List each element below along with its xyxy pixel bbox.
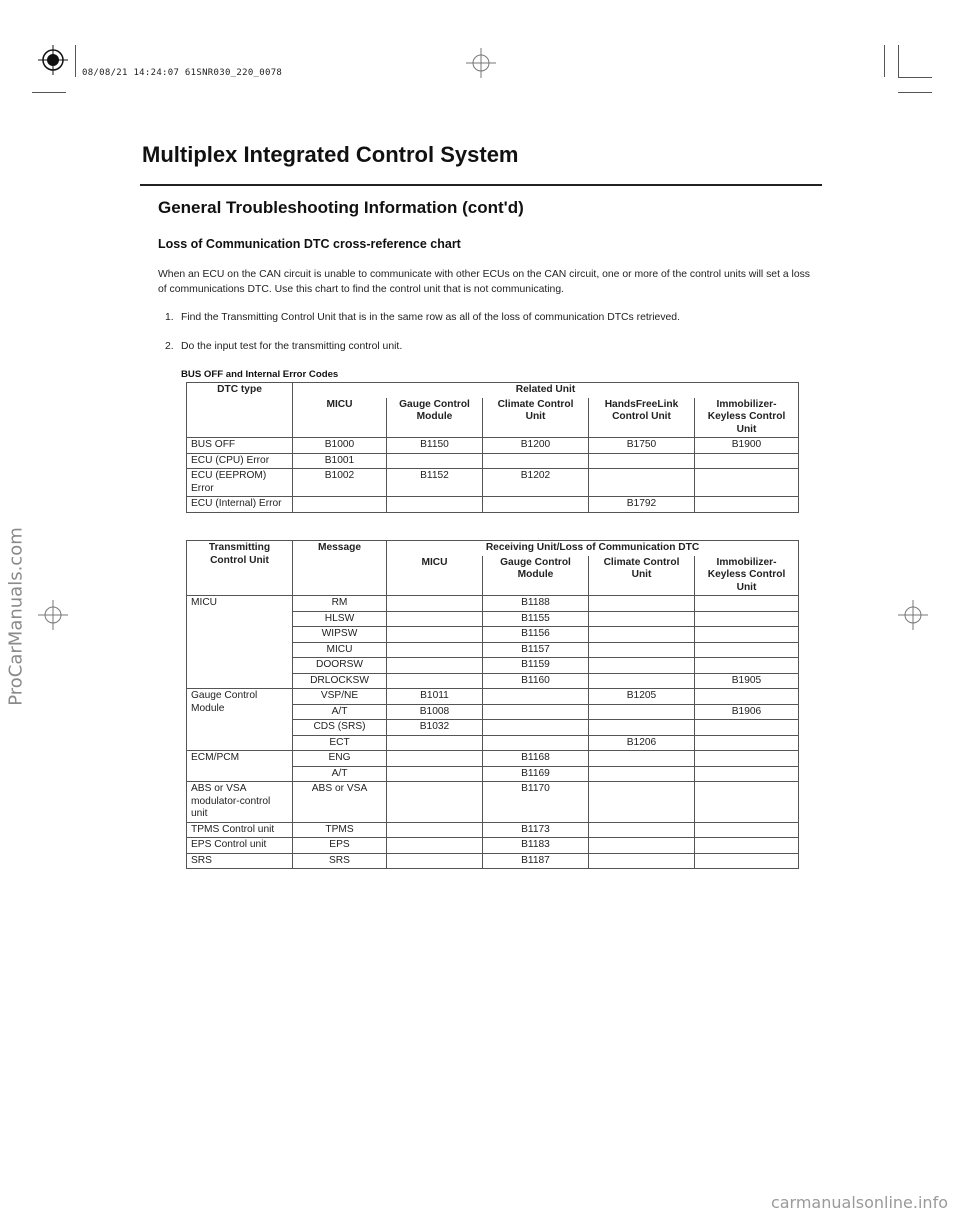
table-row [187, 782, 799, 823]
dtc-cell [695, 642, 799, 658]
message-cell: EPS [293, 838, 387, 854]
table-row [187, 838, 799, 854]
dtc-cell [695, 735, 799, 751]
related-unit-header: Related Unit [293, 383, 799, 398]
dtc-cell: B1206 [589, 735, 695, 751]
dtc-cell: B1205 [589, 689, 695, 705]
column-header: HandsFreeLink Control Unit [589, 398, 695, 438]
side-watermark: ProCarManuals.com [5, 527, 27, 706]
table-row [187, 497, 799, 513]
dtc-cell: B1156 [483, 627, 589, 643]
crop-mark [32, 92, 66, 93]
dtc-cell [695, 596, 799, 612]
dtc-cell [483, 704, 589, 720]
dtc-cell [589, 469, 695, 497]
dtc-cell [589, 782, 695, 823]
dtc-cell: B1000 [293, 438, 387, 454]
column-header: Gauge Control Module [387, 398, 483, 438]
dtc-cell [387, 642, 483, 658]
crop-mark [898, 92, 932, 93]
dtc-cell [387, 627, 483, 643]
dtc-cell: B1906 [695, 704, 799, 720]
page-title: Multiplex Integrated Control System [142, 142, 519, 167]
column-header: MICU [387, 556, 483, 596]
dtc-cell [589, 822, 695, 838]
title-divider [140, 184, 822, 186]
message-cell: VSP/NE [293, 689, 387, 705]
dtc-cell [695, 838, 799, 854]
dtc-cell [483, 720, 589, 736]
transmitting-unit-cell: ECM/PCM [187, 751, 293, 782]
message-cell: TPMS [293, 822, 387, 838]
step-2 [165, 341, 815, 352]
dtc-type-header: DTC type [187, 383, 293, 438]
dtc-type-cell: ECU (EEPROM) Error [187, 469, 293, 497]
crop-mark [898, 45, 899, 77]
message-cell: ECT [293, 735, 387, 751]
print-stamp: 08/08/21 14:24:07 61SNR030_220_0078 [82, 68, 283, 78]
crop-mark [884, 45, 885, 77]
step-text: Do the input test for the transmitting control unit. [181, 341, 403, 352]
message-cell: DOORSW [293, 658, 387, 674]
step-number: 1. [165, 312, 174, 323]
transmitting-unit-header: Transmitting Control Unit [187, 541, 293, 596]
dtc-cell: B1202 [483, 469, 589, 497]
dtc-cell [589, 596, 695, 612]
dtc-cell [387, 596, 483, 612]
dtc-cell [695, 782, 799, 823]
transmitting-unit-cell: Gauge Control Module [187, 689, 293, 751]
dtc-cell [695, 469, 799, 497]
dtc-cell [695, 720, 799, 736]
step-number: 2. [165, 341, 174, 352]
message-cell: DRLOCKSW [293, 673, 387, 689]
dtc-cell [589, 766, 695, 782]
dtc-cell: B1008 [387, 704, 483, 720]
dtc-cell: B1173 [483, 822, 589, 838]
section-title: General Troubleshooting Information (cont'd) [158, 198, 524, 217]
dtc-cell [589, 853, 695, 869]
dtc-cell [293, 497, 387, 513]
registration-mark-icon [38, 45, 68, 75]
loss-table-body [187, 596, 799, 869]
dtc-type-cell: ECU (Internal) Error [187, 497, 293, 513]
dtc-cell [387, 822, 483, 838]
dtc-cell [483, 497, 589, 513]
dtc-cell: B1011 [387, 689, 483, 705]
dtc-cell [387, 611, 483, 627]
dtc-cell [387, 453, 483, 469]
dtc-cell [589, 642, 695, 658]
dtc-cell: B1200 [483, 438, 589, 454]
dtc-cell: B1187 [483, 853, 589, 869]
dtc-cell [483, 689, 589, 705]
message-cell: WIPSW [293, 627, 387, 643]
dtc-cell [387, 673, 483, 689]
subsection-title: Loss of Communication DTC cross-reference chart [158, 237, 461, 251]
dtc-cell: B1168 [483, 751, 589, 767]
dtc-cell [387, 497, 483, 513]
dtc-cell: B1750 [589, 438, 695, 454]
message-cell: RM [293, 596, 387, 612]
dtc-cell: B1188 [483, 596, 589, 612]
message-cell: A/T [293, 766, 387, 782]
dtc-type-cell: ECU (CPU) Error [187, 453, 293, 469]
dtc-cell [695, 853, 799, 869]
dtc-cell [695, 751, 799, 767]
message-cell: A/T [293, 704, 387, 720]
dtc-cell: B1032 [387, 720, 483, 736]
crosshair-icon [38, 600, 68, 630]
dtc-cell [589, 627, 695, 643]
table-row [187, 822, 799, 838]
dtc-cell: B1900 [695, 438, 799, 454]
dtc-cell: B1169 [483, 766, 589, 782]
dtc-type-cell: BUS OFF [187, 438, 293, 454]
crop-mark [75, 45, 76, 77]
dtc-cell [387, 735, 483, 751]
dtc-cell [387, 658, 483, 674]
dtc-cell [695, 766, 799, 782]
dtc-cell [695, 822, 799, 838]
dtc-cell: B1170 [483, 782, 589, 823]
message-cell: ENG [293, 751, 387, 767]
bottom-watermark: carmanualsonline.info [770, 1193, 948, 1212]
step-1 [165, 312, 815, 323]
transmitting-unit-cell: MICU [187, 596, 293, 689]
crosshair-icon [898, 600, 928, 630]
dtc-cell [589, 751, 695, 767]
message-header: Message [293, 541, 387, 596]
dtc-cell [589, 611, 695, 627]
dtc-cell [589, 673, 695, 689]
dtc-cell: B1160 [483, 673, 589, 689]
dtc-cell [589, 453, 695, 469]
column-header: Climate Control Unit [483, 398, 589, 438]
dtc-cell [695, 689, 799, 705]
dtc-cell: B1152 [387, 469, 483, 497]
dtc-cell: B1183 [483, 838, 589, 854]
dtc-cell: B1157 [483, 642, 589, 658]
table-row [187, 596, 799, 612]
dtc-cell [695, 497, 799, 513]
message-cell: ABS or VSA [293, 782, 387, 823]
message-cell: CDS (SRS) [293, 720, 387, 736]
dtc-cell: B1159 [483, 658, 589, 674]
step-text: Find the Transmitting Control Unit that is in the same row as all of the loss of communication DTCs retrieved. [181, 312, 680, 323]
dtc-cell [387, 838, 483, 854]
intro-paragraph: When an ECU on the CAN circuit is unable to communicate with other ECUs on the CAN circuit, one or more of the control units will set a loss of communications DTC. Use this chart to find the control unit that is not communicating. [158, 269, 811, 295]
dtc-cell [695, 627, 799, 643]
message-cell: MICU [293, 642, 387, 658]
bus-off-table [186, 382, 799, 513]
dtc-cell [387, 766, 483, 782]
crosshair-icon [466, 48, 496, 78]
dtc-cell [589, 838, 695, 854]
message-cell: SRS [293, 853, 387, 869]
transmitting-unit-cell: SRS [187, 853, 293, 869]
receiving-unit-header: Receiving Unit/Loss of Communication DTC [387, 541, 799, 556]
table-row [187, 751, 799, 767]
table-row [187, 438, 799, 454]
dtc-cell: B1002 [293, 469, 387, 497]
table-row [187, 853, 799, 869]
dtc-cell [695, 658, 799, 674]
column-header: MICU [293, 398, 387, 438]
table-row [187, 689, 799, 705]
dtc-cell [589, 704, 695, 720]
table-row [187, 469, 799, 497]
column-header: Immobilizer-Keyless Control Unit [695, 398, 799, 438]
dtc-cell [483, 453, 589, 469]
dtc-cell [589, 658, 695, 674]
dtc-cell: B1155 [483, 611, 589, 627]
dtc-cell [695, 611, 799, 627]
dtc-cell: B1001 [293, 453, 387, 469]
dtc-cell [483, 735, 589, 751]
loss-of-communication-table [186, 540, 799, 869]
message-cell: HLSW [293, 611, 387, 627]
dtc-cell: B1792 [589, 497, 695, 513]
column-header: Climate Control Unit [589, 556, 695, 596]
dtc-cell: B1905 [695, 673, 799, 689]
transmitting-unit-cell: TPMS Control unit [187, 822, 293, 838]
column-header: Immobilizer-Keyless Control Unit [695, 556, 799, 596]
dtc-cell [589, 720, 695, 736]
dtc-cell [387, 782, 483, 823]
dtc-cell: B1150 [387, 438, 483, 454]
table1-caption: BUS OFF and Internal Error Codes [181, 369, 339, 380]
crop-mark [898, 77, 932, 78]
dtc-cell [387, 751, 483, 767]
column-header: Gauge Control Module [483, 556, 589, 596]
transmitting-unit-cell: ABS or VSA modulator-control unit [187, 782, 293, 823]
transmitting-unit-cell: EPS Control unit [187, 838, 293, 854]
dtc-cell [695, 453, 799, 469]
table-row [187, 453, 799, 469]
dtc-cell [387, 853, 483, 869]
